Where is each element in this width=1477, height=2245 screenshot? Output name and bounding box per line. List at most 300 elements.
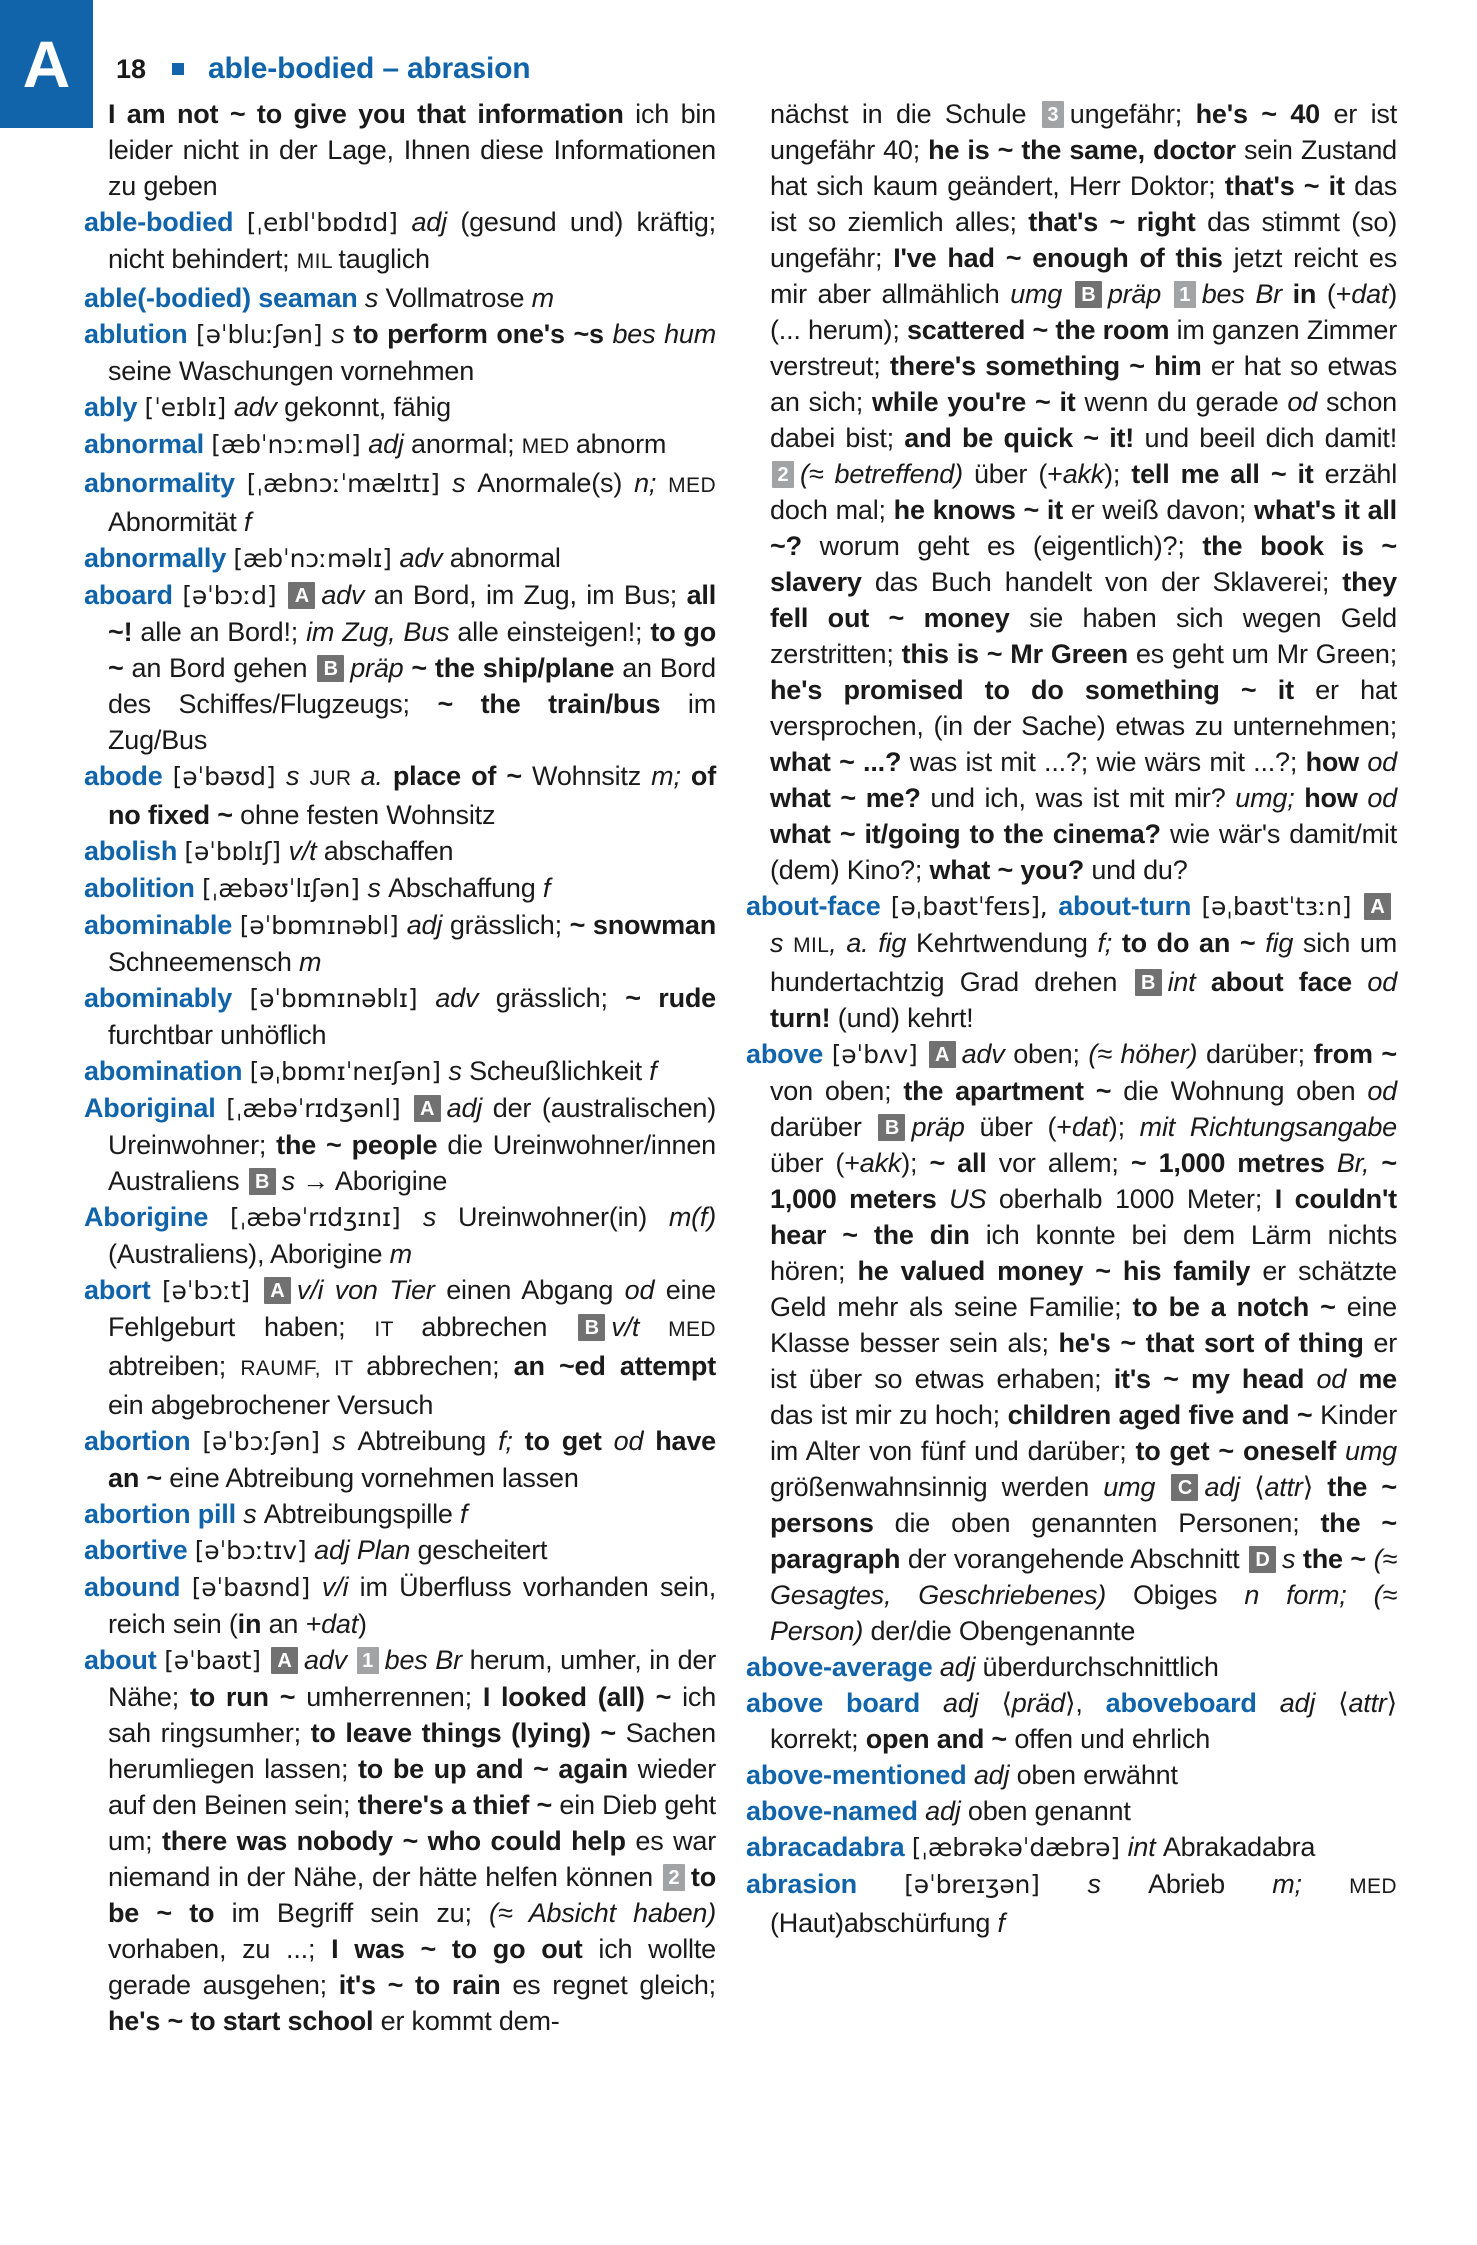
dictionary-entry	[746, 1757, 1397, 1793]
translation-text: (und) kehrt!	[837, 1003, 974, 1033]
phonetic-transcription: [ˌæbnɔːˈmælɪtɪ]	[246, 469, 453, 498]
grammar-label: od	[1367, 783, 1397, 813]
example-phrase: he's promised to do something ~ it	[770, 675, 1316, 705]
grammar-label: adj	[939, 1652, 983, 1682]
headword: abound	[84, 1572, 192, 1602]
phonetic-transcription: [əˈbɒmɪnəbl]	[239, 911, 407, 940]
translation-text: abnormal	[449, 543, 561, 573]
dictionary-entry	[746, 888, 1397, 1036]
example-phrase: in	[1292, 279, 1327, 309]
grammar-label: v/t	[611, 1312, 669, 1342]
grammar-label: fig	[1265, 928, 1303, 958]
translation-text: ⟨	[1001, 1688, 1012, 1718]
dictionary-entry	[84, 758, 716, 833]
translation-text: es geht um Mr Green;	[1135, 639, 1398, 669]
example-phrase: ~ rude	[625, 983, 717, 1013]
translation-text: er weiß davon;	[1070, 495, 1255, 525]
example-phrase: all ~!	[108, 580, 717, 647]
grammar-label: f;	[498, 1426, 525, 1456]
dictionary-entry	[84, 1272, 716, 1423]
sense-letter-marker: A	[271, 1647, 298, 1674]
grammar-label: mit Richtungsangabe	[1139, 1112, 1397, 1142]
example-phrase: what ~ me?	[770, 783, 931, 813]
page-header	[116, 52, 530, 86]
example-phrase: ~ the ship/plane	[411, 653, 623, 683]
grammar-label: umg	[1010, 279, 1073, 309]
translation-text: schon dabei bist;	[770, 387, 1398, 453]
example-phrase: in	[237, 1609, 269, 1639]
dictionary-entry	[84, 1199, 716, 1272]
grammar-label: adv	[233, 392, 285, 422]
dictionary-entry	[84, 280, 716, 316]
grammar-label: adv	[321, 580, 374, 610]
dictionary-entry	[84, 1569, 716, 1642]
translation-text: grässlich;	[449, 910, 570, 940]
translation-text: an	[268, 1609, 306, 1639]
example-phrase: I was ~ to go out	[331, 1934, 599, 1964]
translation-text: er schätzte Geld mehr als seine Familie;	[770, 1256, 1397, 1322]
grammar-label: adj	[1279, 1688, 1339, 1718]
dictionary-entry	[84, 577, 716, 758]
translation-text: Abtreibung	[357, 1426, 499, 1456]
grammar-label: Br,	[1336, 1148, 1382, 1178]
grammar-label: adj	[368, 429, 411, 459]
phonetic-transcription: [əˈbreɪʒən]	[904, 1870, 1088, 1899]
grammar-label: akk	[859, 1148, 902, 1178]
example-phrase: to get	[524, 1426, 614, 1456]
grammar-label: (≈ Absicht haben)	[489, 1898, 717, 1928]
example-phrase: to go ~	[108, 617, 716, 683]
example-phrase: he's ~ to start school	[108, 2006, 381, 2036]
example-phrase: children aged five and ~	[1007, 1400, 1321, 1430]
translation-text: Wohnsitz	[532, 761, 652, 791]
grammar-label: od	[624, 1275, 666, 1305]
headword: about	[84, 1645, 165, 1675]
translation-text: er kommt dem-	[380, 2006, 560, 2036]
example-phrase: of no fixed ~	[108, 761, 717, 830]
grammar-label: n;	[634, 468, 669, 498]
translation-text: wie wär's damit/mit (dem) Kino?;	[770, 819, 1397, 885]
translation-text: herum, umher, in der Nähe;	[108, 1645, 717, 1712]
grammar-label: bes Br	[384, 1645, 470, 1675]
dictionary-entry	[746, 1649, 1397, 1685]
example-phrase: ~ 1,000 meters	[770, 1148, 1397, 1214]
sense-letter-marker: A	[1364, 893, 1391, 920]
grammar-label: s	[448, 1056, 470, 1086]
translation-text: abschaffen	[323, 836, 454, 866]
grammar-label: f	[542, 873, 551, 903]
header-bullet-icon	[172, 63, 184, 75]
example-phrase: he valued money ~ his family	[857, 1256, 1263, 1286]
headword: abnormally	[84, 543, 234, 573]
translation-text: Ureinwohner(in)	[457, 1202, 669, 1232]
sense-number-marker: 3	[1042, 101, 1064, 128]
translation-text: → Aborigine	[302, 1166, 448, 1196]
grammar-label: od	[1367, 1076, 1397, 1106]
grammar-label: adv	[435, 983, 496, 1013]
example-phrase: me	[1358, 1364, 1397, 1394]
translation-text: ich wollte gerade ausgehen;	[108, 1934, 716, 2000]
translation-text: );	[901, 1148, 930, 1178]
example-phrase: how	[1304, 783, 1368, 813]
grammar-label: s	[243, 1499, 264, 1529]
dictionary-entry	[84, 907, 716, 980]
translation-text: sie haben sich wegen Geld zerstritten;	[770, 603, 1398, 669]
example-phrase: have an ~	[108, 1426, 716, 1493]
grammar-label: adv	[399, 543, 450, 573]
example-phrase: they fell out ~ money	[770, 567, 1397, 633]
phonetic-transcription: [əˈbɒmɪnəblɪ]	[249, 984, 436, 1013]
phonetic-transcription: [æbˈnɔːməlɪ]	[233, 544, 400, 573]
headword: abnormality	[84, 468, 247, 498]
translation-text: das ist so ziemlich alles;	[770, 171, 1398, 237]
example-phrase: ~ snowman	[569, 910, 717, 940]
headword: abode	[84, 761, 173, 791]
translation-text: abbrechen;	[366, 1351, 514, 1381]
grammar-label: (≈ Gesagtes, Geschriebenes)	[770, 1544, 1397, 1610]
translation-text: alle an Bord!;	[140, 617, 307, 647]
translation-text: ein Dieb geht um;	[108, 1790, 716, 1856]
translation-text: abtreiben;	[108, 1351, 241, 1381]
translation-text: furchtbar unhöflich	[108, 1020, 327, 1050]
sense-letter-marker: B	[1135, 969, 1162, 996]
example-phrase: to do an ~	[1121, 928, 1266, 958]
example-phrase: he knows ~ it	[893, 495, 1071, 525]
example-phrase: how	[1305, 747, 1368, 777]
headword: abortive	[84, 1535, 195, 1565]
grammar-label: s	[364, 283, 386, 313]
translation-text: gescheitert	[417, 1535, 548, 1565]
grammar-label: umg	[1103, 1472, 1170, 1502]
translation-text: abbrechen	[421, 1312, 577, 1342]
grammar-label: attr	[1264, 1472, 1303, 1502]
example-phrase: it's ~ to rain	[338, 1970, 513, 2000]
dictionary-entry	[84, 426, 716, 465]
headword: above-named	[746, 1796, 926, 1826]
example-phrase: to leave things (lying) ~	[310, 1718, 626, 1748]
dictionary-entry	[746, 1036, 1397, 1649]
grammar-label: adj	[925, 1796, 968, 1826]
translation-text: (+	[1326, 279, 1352, 309]
grammar-label: präp	[911, 1112, 980, 1142]
translation-text: Kehrtwendung	[915, 928, 1098, 958]
page-number: 18	[116, 53, 147, 84]
translation-text: ⟩,	[1065, 1688, 1106, 1718]
example-phrase: he's ~ that sort of thing	[1058, 1328, 1374, 1358]
translation-text: ich bin leider nicht in der Lage, Ihnen diese Informationen zu geben	[108, 99, 716, 201]
subject-label: MED	[668, 1318, 716, 1341]
grammar-label: adj	[411, 207, 461, 237]
translation-text: und ich, was ist mit mir?	[930, 783, 1236, 813]
phonetic-transcription: [əˈbaʊt]	[164, 1646, 269, 1675]
phonetic-transcription: [ˌæbəʊˈlɪʃən]	[201, 874, 368, 903]
grammar-label: f	[997, 1908, 1005, 1938]
example-phrase: that's ~ it	[1224, 171, 1355, 201]
translation-text: an Bord gehen	[131, 653, 316, 683]
headword: aboard	[84, 580, 183, 610]
example-phrase: he is ~ the same, doctor	[928, 135, 1244, 165]
grammar-label: (≈ betreffend)	[800, 459, 974, 489]
grammar-label: adj	[1204, 1472, 1255, 1502]
translation-text: im Begriff sein zu;	[231, 1898, 490, 1928]
grammar-label: akk	[1062, 459, 1105, 489]
example-phrase: the apartment ~	[903, 1076, 1124, 1106]
translation-text: oben erwähnt	[1016, 1760, 1178, 1790]
grammar-label: adj	[406, 910, 450, 940]
translation-text: grässlich;	[495, 983, 626, 1013]
grammar-label: m	[299, 947, 322, 977]
translation-text: wieder auf den Beinen sein;	[108, 1754, 716, 1820]
translation-text: er ist ungefähr 40;	[770, 99, 1398, 165]
headword-range: able-bodied – abrasion	[208, 52, 531, 85]
grammar-label: s	[331, 319, 354, 349]
translation-text: umherrennen;	[306, 1682, 483, 1712]
grammar-label: od	[613, 1426, 656, 1456]
translation-text: die Wohnung oben	[1123, 1076, 1368, 1106]
translation-text: über (+	[770, 1148, 860, 1178]
grammar-label: m;	[651, 761, 691, 791]
grammar-label: adj	[943, 1688, 1002, 1718]
grammar-label: f	[649, 1056, 657, 1086]
example-phrase: I couldn't hear ~ the din	[770, 1184, 1397, 1250]
headword: abortion	[84, 1426, 203, 1456]
example-phrase: turn!	[770, 1003, 838, 1033]
translation-text: und beeil dich damit!	[1144, 423, 1397, 453]
dictionary-entry	[84, 1532, 716, 1569]
headword: abracadabra	[746, 1832, 912, 1862]
grammar-label: adv	[303, 1645, 355, 1675]
example-phrase: what ~ you?	[929, 855, 1092, 885]
example-phrase: an ~ed attempt	[513, 1351, 716, 1381]
phonetic-transcription: [æbˈnɔːməl]	[211, 430, 369, 459]
translation-text: ein abgebrochener Versuch	[108, 1390, 434, 1420]
subject-label: MED	[668, 474, 717, 497]
translation-text: Sachen herumliegen lassen;	[108, 1718, 716, 1784]
entry-continuation	[84, 96, 716, 204]
sense-number-marker: 1	[1174, 281, 1196, 308]
example-phrase: scattered ~ the room	[906, 315, 1177, 345]
grammar-label: s	[281, 1166, 303, 1196]
translation-text: im ganzen Zimmer verstreut;	[770, 315, 1397, 381]
translation-text: (Australiens), Aborigine	[108, 1239, 390, 1269]
translation-text: die oben genannten Personen;	[894, 1508, 1321, 1538]
phonetic-transcription: [ˈeɪblɪ]	[144, 393, 234, 422]
subject-label: MIL	[296, 250, 339, 273]
example-phrase: there's a thief ~	[357, 1790, 560, 1820]
translation-text: vorhaben, zu ...;	[108, 1934, 332, 1964]
entry-continuation	[746, 96, 1397, 888]
subject-label: MED	[521, 435, 576, 458]
left-column	[84, 96, 716, 2039]
grammar-label: a.	[360, 761, 393, 791]
headword: abnormal	[84, 429, 212, 459]
sense-letter-marker: B	[1075, 281, 1102, 308]
translation-text: er ist über so etwas erhaben;	[770, 1328, 1397, 1394]
translation-text: vor allem;	[998, 1148, 1131, 1178]
example-phrase: there's something ~ him	[889, 351, 1211, 381]
translation-text: von oben;	[770, 1076, 904, 1106]
translation-text: im Zug/Bus	[108, 689, 716, 755]
grammar-label: m	[389, 1239, 412, 1269]
sense-letter-marker: B	[578, 1314, 605, 1341]
translation-text: oberhalb 1000 Meter;	[998, 1184, 1275, 1214]
grammar-label: f	[243, 507, 252, 537]
example-phrase: ~ 1,000 metres	[1130, 1148, 1337, 1178]
example-phrase: ~ the train/bus	[437, 689, 688, 719]
headword: aboveboard	[1105, 1688, 1280, 1718]
sense-letter-marker: A	[414, 1095, 441, 1122]
example-phrase: ~ all	[929, 1148, 999, 1178]
example-phrase: there was nobody ~ who could help	[161, 1826, 636, 1856]
grammar-label: präd	[1011, 1688, 1066, 1718]
grammar-label: s	[286, 761, 310, 791]
translation-text: darüber;	[1205, 1039, 1314, 1069]
translation-text: tauglich	[338, 244, 430, 274]
dictionary-entry	[746, 1685, 1397, 1757]
translation-text: Abtreibungspille	[263, 1499, 461, 1529]
example-phrase: the book is ~ slavery	[770, 531, 1397, 597]
grammar-label: umg;	[1235, 783, 1305, 813]
headword: above-mentioned	[746, 1760, 974, 1790]
example-phrase: to run ~	[189, 1682, 307, 1712]
example-phrase: I looked (all) ~	[482, 1682, 683, 1712]
translation-text: ⟩ korrekt;	[770, 1688, 1398, 1754]
headword: abominable	[84, 910, 240, 940]
translation-text: Schneemensch	[108, 947, 300, 977]
grammar-label: n form; (≈ Person)	[770, 1580, 1397, 1646]
translation-text: oben genannt	[967, 1796, 1131, 1826]
dictionary-entry	[84, 1053, 716, 1090]
translation-text: im Überfluss vorhanden sein, reich sein (	[108, 1572, 716, 1639]
dictionary-entry	[84, 389, 716, 426]
headword: ably	[84, 392, 145, 422]
translation-text: über (+	[979, 1112, 1072, 1142]
sense-letter-marker: A	[288, 582, 315, 609]
phonetic-transcription: [ˌeɪblˈbɒdɪd]	[246, 208, 412, 237]
translation-text: darüber	[770, 1112, 877, 1142]
translation-text: er hat so etwas an sich;	[770, 351, 1397, 417]
translation-text: )	[358, 1609, 367, 1639]
example-phrase: this is ~ Mr Green	[901, 639, 1136, 669]
grammar-label: bes Br	[1201, 279, 1293, 309]
translation-text: );	[1104, 459, 1132, 489]
translation-text: die Ureinwohner/innen Australiens	[108, 1130, 716, 1196]
grammar-label: s	[1087, 1869, 1149, 1899]
example-phrase: what's it all ~?	[770, 495, 1397, 561]
dictionary-entry	[746, 1866, 1397, 1941]
translation-text: eine Klasse besser sein als;	[770, 1292, 1397, 1358]
translation-text: Abnormität	[108, 507, 244, 537]
grammar-label: +dat	[305, 1609, 359, 1639]
dictionary-entry	[84, 980, 716, 1053]
grammar-label: (≈ höher)	[1088, 1039, 1206, 1069]
phonetic-transcription: [əˈbɔːʃən]	[202, 1427, 333, 1456]
sense-number-marker: 2	[663, 1864, 685, 1891]
grammar-label: adj Plan	[314, 1535, 418, 1565]
translation-text: ) (... herum);	[770, 279, 1397, 345]
translation-text: seine Waschungen vornehmen	[108, 356, 475, 386]
right-column	[746, 96, 1397, 1941]
grammar-label: v/t	[288, 836, 324, 866]
translation-text: (Haut)abschürfung	[770, 1908, 998, 1938]
dictionary-entry	[84, 1642, 716, 2039]
grammar-label: attr	[1348, 1688, 1387, 1718]
grammar-label: od	[1287, 387, 1326, 417]
translation-text: über (+	[973, 459, 1063, 489]
translation-text: ⟨	[1338, 1688, 1349, 1718]
grammar-label: s	[422, 1202, 458, 1232]
translation-text: einen Abgang	[446, 1275, 625, 1305]
headword: abolish	[84, 836, 185, 866]
example-phrase: to be ~ to	[108, 1862, 716, 1928]
grammar-label: dat	[1351, 279, 1389, 309]
translation-text: gekonnt, fähig	[284, 392, 451, 422]
headword: above-average	[746, 1652, 940, 1682]
grammar-label: präp	[1107, 279, 1172, 309]
translation-text: Obiges	[1133, 1580, 1245, 1610]
example-phrase: what ~ ...?	[770, 747, 910, 777]
translation-text: wenn du gerade	[1084, 387, 1288, 417]
translation-text: ich konnte bei dem Lärm nichts hören;	[770, 1220, 1397, 1286]
sense-letter-marker: B	[317, 655, 344, 682]
grammar-label: m	[531, 283, 554, 313]
translation-text: worum geht es (eigentlich)?;	[819, 531, 1203, 561]
example-phrase: to perform one's ~s	[353, 319, 613, 349]
translation-text: der/die Obengenannte	[870, 1616, 1136, 1646]
phonetic-transcription: [əˈbɔːt]	[162, 1276, 262, 1305]
translation-text: er hat versprochen, (in der Sache) etwas zu unternehmen;	[770, 675, 1398, 741]
translation-text: sein Zustand hat sich kaum geändert, Herr Doktor;	[770, 135, 1397, 201]
grammar-label: s	[332, 1426, 358, 1456]
grammar-label: od	[1316, 1364, 1359, 1394]
translation-text: das Buch handelt von der Sklaverei;	[874, 567, 1343, 597]
dictionary-entry	[746, 1829, 1397, 1866]
headword: abolition	[84, 873, 202, 903]
headword: above	[746, 1039, 832, 1069]
phonetic-transcription: [əˌbaʊtˈtɜːn]	[1201, 892, 1362, 921]
grammar-label: , a. fig	[829, 928, 916, 958]
translation-text: es regnet gleich;	[512, 1970, 716, 2000]
headword: above board	[746, 1688, 944, 1718]
grammar-label: f	[460, 1499, 468, 1529]
subject-label: IT	[374, 1318, 422, 1341]
phonetic-transcription: [ˌæbəˈrɪdʒɪnɪ]	[230, 1203, 423, 1232]
grammar-label: int	[1167, 967, 1211, 997]
example-phrase: tell me all ~ it	[1131, 459, 1325, 489]
headword: able-bodied	[84, 207, 247, 237]
dictionary-entry	[84, 870, 716, 907]
example-phrase: while you're ~ it	[871, 387, 1085, 417]
subject-label: JUR	[309, 767, 361, 790]
sense-letter-marker: B	[878, 1114, 905, 1141]
sense-number-marker: 1	[357, 1647, 379, 1674]
sense-letter-marker: B	[249, 1168, 276, 1195]
translation-text: eine Abtreibung vornehmen lassen	[169, 1463, 579, 1493]
sense-letter-marker: A	[929, 1041, 956, 1068]
subject-label: RAUMF, IT	[240, 1357, 367, 1380]
example-phrase: the ~ persons	[770, 1472, 1397, 1538]
example-phrase: to be a notch ~	[1132, 1292, 1347, 1322]
example-phrase: that's ~ right	[1028, 207, 1208, 237]
phonetic-transcription: [əˈbluːʃən]	[196, 320, 332, 349]
sense-letter-marker: C	[1171, 1474, 1198, 1501]
sense-number-marker: 2	[772, 461, 794, 488]
translation-text: Vollmatrose	[385, 283, 532, 313]
example-phrase: and be quick ~ it!	[904, 423, 1145, 453]
translation-text: Abrakadabra	[1162, 1832, 1316, 1862]
example-phrase: the ~	[1302, 1544, 1374, 1574]
dictionary-entry	[746, 1793, 1397, 1829]
